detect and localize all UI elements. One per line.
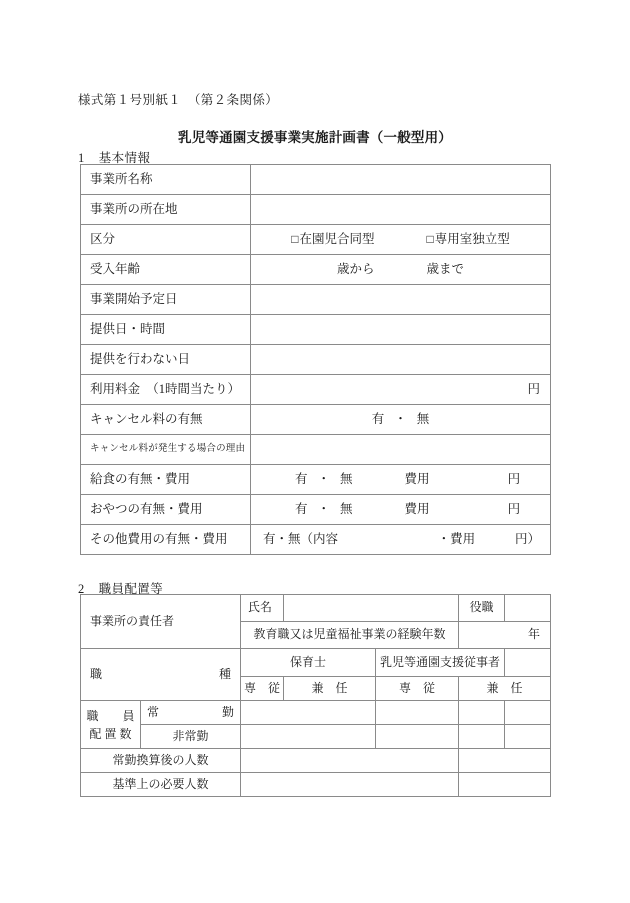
category-header-nursery-teacher: 保育士 bbox=[241, 649, 376, 677]
label-job-type-char-1: 職 bbox=[90, 666, 103, 681]
section-number: 2 bbox=[78, 582, 85, 596]
checkbox-icon[interactable]: □ bbox=[426, 232, 434, 247]
age-from-label: 歳から bbox=[336, 262, 375, 277]
cell-required-nursery[interactable] bbox=[241, 773, 459, 797]
subheader-support-concurrent: 兼 任 bbox=[459, 677, 551, 701]
choice-yes[interactable]: 有 bbox=[371, 412, 385, 427]
label-fulltime-char-2: 勤 bbox=[222, 704, 235, 719]
table-row-manager-name bbox=[81, 595, 551, 622]
page-title: 乳児等通園支援事業実施計画書（一般型用） bbox=[178, 130, 452, 145]
field-age-range[interactable] bbox=[251, 255, 551, 285]
table-row-snack bbox=[81, 495, 551, 525]
basic-information-table bbox=[80, 164, 551, 555]
label-fte-count: 常勤換算後の人数 bbox=[81, 749, 241, 773]
category-header-support-worker-spill bbox=[505, 649, 551, 677]
field-cancel-fee-reason[interactable] bbox=[251, 435, 551, 465]
label-closed-days: 提供を行わない日 bbox=[81, 345, 251, 375]
section-number: 1 bbox=[78, 151, 85, 165]
label-experience-years: 教育職又は児童福祉事業の経験年数 bbox=[241, 622, 459, 649]
label-fulltime bbox=[141, 701, 241, 725]
field-manager-name[interactable] bbox=[284, 595, 459, 622]
label-classification: 区分 bbox=[81, 225, 251, 255]
label-start-date: 事業開始予定日 bbox=[81, 285, 251, 315]
table-row-service-days bbox=[81, 315, 551, 345]
cell-fte-nursery[interactable] bbox=[241, 749, 459, 773]
other-fee-mid-label: ・費用 bbox=[437, 532, 476, 547]
table-row-office-address bbox=[81, 195, 551, 225]
section-label: 基本情報 bbox=[98, 151, 151, 165]
field-other-fee[interactable] bbox=[251, 525, 551, 555]
table-row-age-range bbox=[81, 255, 551, 285]
staffing-table bbox=[80, 594, 551, 797]
label-office-manager bbox=[81, 595, 241, 649]
subheader-support-dedicated: 専 従 bbox=[376, 677, 459, 701]
table-row-meal bbox=[81, 465, 551, 495]
field-hourly-fee[interactable] bbox=[251, 375, 551, 405]
cell-fulltime-nursery-dedicated[interactable] bbox=[241, 701, 376, 725]
field-cancel-fee[interactable] bbox=[251, 405, 551, 435]
label-parttime: 非常勤 bbox=[141, 725, 241, 749]
age-to-label: 歳まで bbox=[426, 262, 465, 277]
category-header-support-worker: 乳児等通園支援従事者 bbox=[376, 649, 505, 677]
choice-no[interactable]: 無 bbox=[340, 472, 353, 487]
label-office-manager-text: 事業所の責任者 bbox=[90, 613, 175, 628]
label-staff-placement-count bbox=[81, 701, 141, 749]
option-label-dedicated-room: 専用室独立型 bbox=[434, 232, 510, 247]
field-service-days[interactable] bbox=[251, 315, 551, 345]
form-code: 様式第１号別紙１ （第２条関係） bbox=[78, 93, 279, 107]
choice-separator: ・ bbox=[394, 412, 407, 427]
choice-no[interactable]: 無 bbox=[340, 502, 353, 517]
table-row-closed-days bbox=[81, 345, 551, 375]
label-job-type bbox=[81, 649, 241, 701]
field-experience-years[interactable] bbox=[459, 622, 551, 649]
cell-required-support[interactable] bbox=[459, 773, 551, 797]
choice-no[interactable]: 無 bbox=[416, 412, 430, 427]
table-row-classification bbox=[81, 225, 551, 255]
table-row-hourly-fee bbox=[81, 375, 551, 405]
table-row-office-name bbox=[81, 165, 551, 195]
option-label-joint: 在園児合同型 bbox=[299, 232, 375, 247]
cell-parttime-support-dedicated[interactable] bbox=[459, 725, 505, 749]
other-fee-choice[interactable]: 有・無（内容 bbox=[263, 532, 339, 547]
table-row-other-fee bbox=[81, 525, 551, 555]
unit-years: 年 bbox=[528, 627, 541, 642]
choice-yes[interactable]: 有 bbox=[295, 472, 308, 487]
cell-parttime-support-concurrent[interactable] bbox=[505, 725, 551, 749]
cell-parttime-nursery-dedicated[interactable] bbox=[241, 725, 376, 749]
field-start-date[interactable] bbox=[251, 285, 551, 315]
label-office-name: 事業所名称 bbox=[81, 165, 251, 195]
label-required-count: 基準上の必要人数 bbox=[81, 773, 241, 797]
label-service-days: 提供日・時間 bbox=[81, 315, 251, 345]
label-cancel-fee-reason: キャンセル料が発生する場合の理由 bbox=[81, 435, 251, 465]
label-job-type-text bbox=[81, 668, 240, 682]
currency-unit-yen: 円 bbox=[507, 502, 521, 517]
label-staff-placement-count-text bbox=[81, 707, 140, 743]
table-row-cancel-fee bbox=[81, 405, 551, 435]
label-age-range: 受入年齢 bbox=[81, 255, 251, 285]
fee-label: 費用 bbox=[404, 472, 430, 487]
field-manager-position[interactable] bbox=[505, 595, 551, 622]
cell-parttime-nursery-concurrent[interactable] bbox=[376, 725, 459, 749]
subheader-nursery-dedicated: 専 従 bbox=[241, 677, 284, 701]
checkbox-icon[interactable]: □ bbox=[291, 232, 299, 247]
label-fulltime-char-1: 常 bbox=[147, 704, 160, 719]
currency-unit-yen: 円 bbox=[507, 472, 521, 487]
table-row-required bbox=[81, 773, 551, 797]
field-classification bbox=[251, 225, 551, 255]
choice-yes[interactable]: 有 bbox=[295, 502, 308, 517]
label-staff-line-1: 職 員 bbox=[86, 708, 135, 723]
field-meal[interactable] bbox=[251, 465, 551, 495]
checkbox-option-joint[interactable] bbox=[291, 232, 374, 247]
label-snack: おやつの有無・費用 bbox=[81, 495, 251, 525]
label-fulltime-text bbox=[141, 706, 240, 720]
label-cancel-fee: キャンセル料の有無 bbox=[81, 405, 251, 435]
currency-unit-yen: 円 bbox=[527, 382, 540, 397]
checkbox-option-dedicated-room[interactable] bbox=[427, 232, 510, 247]
cell-fulltime-support-concurrent[interactable] bbox=[505, 701, 551, 725]
table-row-start-date bbox=[81, 285, 551, 315]
table-row-parttime-count bbox=[81, 725, 551, 749]
field-snack[interactable] bbox=[251, 495, 551, 525]
label-staff-line-2: 配 置 数 bbox=[89, 726, 132, 741]
choice-separator: ・ bbox=[317, 472, 331, 487]
table-row-fte bbox=[81, 749, 551, 773]
label-manager-name: 氏名 bbox=[241, 595, 284, 622]
label-job-type-char-2: 種 bbox=[219, 666, 232, 681]
currency-unit-yen: 円） bbox=[514, 532, 540, 547]
table-row-cancel-reason bbox=[81, 435, 551, 465]
label-hourly-fee: 利用料金 （1時間当たり） bbox=[81, 375, 251, 405]
cell-fulltime-nursery-concurrent[interactable] bbox=[376, 701, 459, 725]
table-row-fulltime-count bbox=[81, 701, 551, 725]
choice-separator: ・ bbox=[317, 502, 331, 517]
label-meal: 給食の有無・費用 bbox=[81, 465, 251, 495]
cell-fte-support[interactable] bbox=[459, 749, 551, 773]
subheader-nursery-concurrent: 兼 任 bbox=[284, 677, 376, 701]
cell-fulltime-support-dedicated[interactable] bbox=[459, 701, 505, 725]
label-office-address: 事業所の所在地 bbox=[81, 195, 251, 225]
field-closed-days[interactable] bbox=[251, 345, 551, 375]
field-office-address[interactable] bbox=[251, 195, 551, 225]
table-row-job-category bbox=[81, 649, 551, 677]
field-office-name[interactable] bbox=[251, 165, 551, 195]
label-manager-position: 役職 bbox=[459, 595, 505, 622]
section-label: 職員配置等 bbox=[98, 582, 164, 596]
label-other-fee: その他費用の有無・費用 bbox=[81, 525, 251, 555]
fee-label: 費用 bbox=[404, 502, 430, 517]
